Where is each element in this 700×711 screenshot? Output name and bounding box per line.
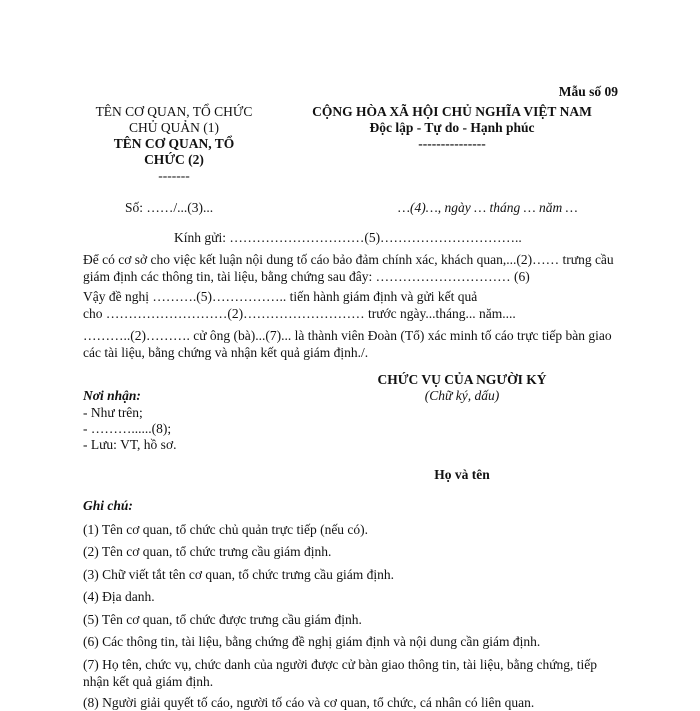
signer-name: Họ và tên (434, 467, 490, 482)
note-item: (3) Chữ viết tắt tên cơ quan, tổ chức trưng cầu giám định. (83, 567, 395, 582)
note-item: (6) Các thông tin, tài liệu, bằng chứng đề nghị giám định và nội dung cần giám định. (83, 634, 541, 649)
national-title: CỘNG HÒA XÃ HỘI CHỦ NGHĨA VIỆT NAM (312, 104, 592, 119)
note-item: (5) Tên cơ quan, tổ chức được trưng cầu giám định. (83, 612, 362, 627)
agency-name-line1: TÊN CƠ QUAN, TỔ (113, 136, 235, 151)
document-number: Số: ……/...(3)... (125, 200, 214, 215)
note-item: (7) Họ tên, chức vụ, chức danh của người được cử bàn giao thông tin, tài liệu, bằng chứng, tiếp nhận kết quả giám định. (83, 657, 598, 689)
recipients-heading: Nơi nhận: (83, 388, 141, 403)
recipient-item: - ………......(8); (83, 421, 172, 436)
note-item: (1) Tên cơ quan, tổ chức chủ quản trực tiếp (nếu có). (83, 522, 369, 537)
body-paragraph-3: ………..(2)………. cử ông (bà)...(7)... là thành viên Đoàn (Tổ) xác minh tố cáo trực tiếp bàn giao các tài liệu, bằng chứng và nhận kết quả giám định./. (83, 328, 612, 360)
agency-divider: ------- (158, 168, 190, 183)
signature-note: (Chữ ký, dấu) (424, 388, 500, 403)
note-item: (4) Địa danh. (83, 589, 155, 604)
motto-divider: --------------- (418, 136, 486, 151)
body-paragraph-1: Để có cơ sở cho việc kết luận nội dung tố cáo bảo đảm chính xác, khách quan,...(2)…… trưng cầu giám định các thông tin, tài liệu, bằng chứng sau đây: ………………………… (6) (83, 252, 614, 284)
agency-name-line2: CHỨC (2) (144, 152, 204, 167)
notes-heading: Ghi chú: (83, 498, 133, 513)
note-item: (8) Người giải quyết tố cáo, người tố cáo và cơ quan, tổ chức, cá nhân có liên quan. (83, 695, 535, 710)
body-paragraph-2-line-1: Vậy đề nghị ……….(5)…………….. tiến hành giám định và gửi kết quả (83, 289, 478, 304)
place-date: …(4)…, ngày … tháng … năm … (398, 200, 578, 215)
signer-title: CHỨC VỤ CỦA NGƯỜI KÝ (377, 372, 547, 387)
recipient-line: Kính gửi: …………………………(5)………………………….. (174, 230, 522, 245)
parent-agency: TÊN CƠ QUAN, TỔ CHỨC CHỦ QUẢN (1) (95, 104, 253, 135)
note-item: (2) Tên cơ quan, tổ chức trưng cầu giám định. (83, 544, 332, 559)
national-motto: Độc lập - Tự do - Hạnh phúc (369, 120, 535, 135)
body-paragraph-2-line-2: cho ………………………(2)……………………… trước ngày...tháng... năm.... (83, 306, 516, 321)
recipient-item: - Lưu: VT, hồ sơ. (83, 437, 177, 452)
form-code: Mẫu số 09 (558, 84, 618, 99)
recipient-item: - Như trên; (83, 405, 143, 420)
